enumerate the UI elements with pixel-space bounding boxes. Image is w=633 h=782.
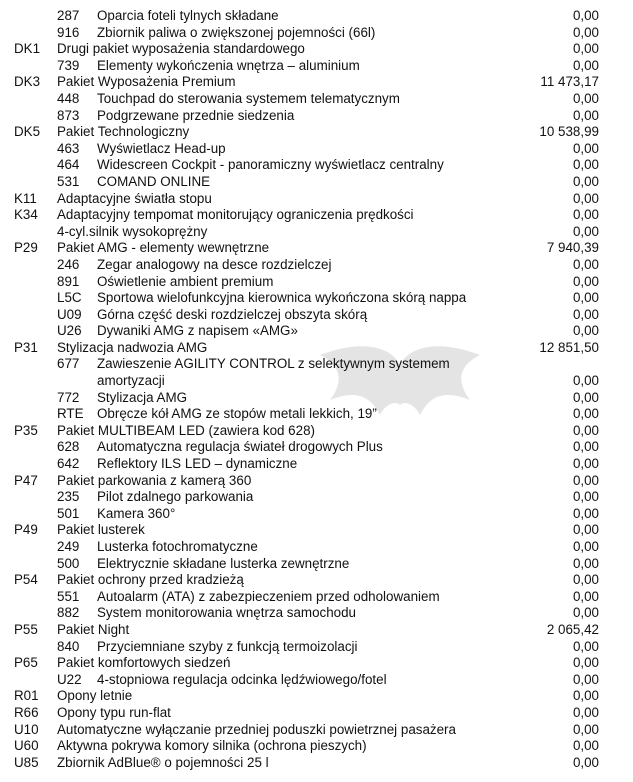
item-amount: 0,00 (572, 157, 599, 173)
list-item (0, 91, 633, 108)
list-item (0, 622, 633, 639)
item-code: 501 (57, 505, 80, 521)
item-code: 739 (57, 57, 80, 73)
item-description: Zegar analogowy na desce rozdzielczej (97, 256, 332, 272)
item-description: System monitorowania wnętrza samochodu (97, 605, 357, 621)
item-amount: 0,00 (572, 323, 599, 339)
list-item (0, 191, 633, 208)
item-code: P54 (14, 572, 38, 588)
item-description: Elektrycznie składane lusterka zewnętrzne (97, 555, 350, 571)
list-item (0, 74, 633, 91)
item-amount: 0,00 (572, 8, 599, 23)
item-amount: 0,00 (572, 256, 599, 272)
item-code: P35 (14, 422, 38, 438)
item-amount: 0,00 (572, 207, 599, 223)
item-amount: 0,00 (572, 223, 599, 239)
list-item (0, 688, 633, 705)
item-description: Automatyczna regulacja świateł drogowych Plus (97, 439, 383, 455)
item-description: Kamera 360° (97, 505, 176, 521)
item-code: 772 (57, 389, 80, 405)
list-item (0, 157, 633, 174)
item-description: Autoalarm (ATA) z zabezpieczeniem przed odholowaniem (97, 588, 440, 604)
list-item (0, 489, 633, 506)
list-item (0, 41, 633, 58)
list-item (0, 108, 633, 125)
item-description: 4-cyl.silnik wysokoprężny (57, 223, 208, 239)
item-description: Aktywna pokrywa komory silnika (ochrona pieszych) (57, 738, 367, 754)
item-amount: 0,00 (572, 738, 599, 754)
item-code: 891 (57, 273, 80, 289)
item-description: Opony letnie (57, 688, 133, 704)
item-description: Sportowa wielofunkcyjna kierownica wykończona skórą nappa (97, 290, 467, 306)
item-amount: 0,00 (572, 754, 599, 770)
list-item (0, 522, 633, 539)
item-description: Pakiet parkowania z kamerą 360 (57, 472, 252, 488)
item-code: P65 (14, 655, 38, 671)
item-description: Górna część deski rozdzielczej obszyta skórą (97, 306, 368, 322)
item-description: Stylizacja AMG (97, 389, 188, 405)
item-amount: 0,00 (572, 472, 599, 488)
item-code: P47 (14, 472, 38, 488)
item-code: U22 (57, 671, 82, 687)
list-item (0, 207, 633, 224)
item-code: 642 (57, 456, 80, 472)
item-description: Pakiet Wyposażenia Premium (57, 74, 236, 90)
item-code: P55 (14, 621, 38, 637)
item-amount: 0,00 (572, 588, 599, 604)
item-amount: 0,00 (572, 605, 599, 621)
item-code: 873 (57, 107, 80, 123)
item-amount: 10 538,99 (539, 124, 599, 140)
item-code: U26 (57, 323, 82, 339)
item-amount: 0,00 (572, 373, 599, 389)
item-description: Opony typu run-flat (57, 704, 171, 720)
list-item (0, 390, 633, 407)
item-description: Pakiet ochrony przed kradzieżą (57, 572, 244, 588)
item-amount: 0,00 (572, 671, 599, 687)
list-item (0, 556, 633, 573)
item-code: 916 (57, 24, 80, 40)
item-amount: 0,00 (572, 572, 599, 588)
item-code: 249 (57, 539, 80, 554)
item-amount: 0,00 (572, 140, 599, 156)
item-amount: 0,00 (572, 406, 599, 422)
item-code: P29 (14, 240, 38, 256)
item-amount: 0,00 (572, 290, 599, 306)
item-description: Touchpad do sterowania systemem telematycznym (97, 90, 400, 106)
item-code: DK5 (14, 124, 41, 140)
list-item (0, 539, 633, 556)
item-amount: 0,00 (572, 539, 599, 554)
item-description: Oparcia foteli tylnych składane (97, 8, 279, 23)
list-item (0, 25, 633, 42)
item-description: Dywaniki AMG z napisem «AMG» (97, 323, 298, 339)
item-amount: 7 940,39 (546, 240, 599, 256)
item-code: 463 (57, 140, 80, 156)
item-code: 235 (57, 489, 80, 505)
item-code: U09 (57, 306, 82, 322)
item-amount: 0,00 (572, 489, 599, 505)
item-code: U10 (14, 721, 39, 737)
item-description: Adaptacyjny tempomat monitorujący ograniczenia prędkości (57, 207, 414, 223)
item-description: Pakiet AMG - elementy wewnętrzne (57, 240, 270, 256)
list-item (0, 738, 633, 755)
list-item (0, 290, 633, 307)
item-amount: 0,00 (572, 655, 599, 671)
list-item (0, 340, 633, 357)
item-code: P31 (14, 339, 38, 355)
item-amount: 0,00 (572, 41, 599, 57)
item-amount: 0,00 (572, 273, 599, 289)
item-description: Zawieszenie AGILITY CONTROL z selektywnym systemem amortyzacji (97, 356, 450, 389)
item-amount: 0,00 (572, 173, 599, 189)
item-code: 840 (57, 638, 80, 654)
item-description: Automatyczne wyłączanie przedniej poduszki powietrznej pasażera (57, 721, 456, 737)
item-description: Lusterka fotochromatyczne (97, 539, 258, 554)
list-item (0, 274, 633, 291)
item-amount: 0,00 (572, 57, 599, 73)
item-code: DK1 (14, 41, 41, 57)
item-description: Stylizacja nadwozia AMG (57, 339, 208, 355)
item-code: 628 (57, 439, 80, 455)
item-code: 882 (57, 605, 80, 621)
list-item (0, 124, 633, 141)
item-code: 246 (57, 256, 80, 272)
list-item (0, 224, 633, 241)
item-amount: 0,00 (572, 107, 599, 123)
item-amount: 0,00 (572, 688, 599, 704)
list-item (0, 672, 633, 689)
item-description: Pakiet MULTIBEAM LED (zawiera kod 628) (57, 422, 315, 438)
item-code: U85 (14, 754, 39, 770)
item-description: Elementy wykończenia wnętrza – aluminium (97, 57, 360, 73)
item-amount: 0,00 (572, 721, 599, 737)
item-amount: 0,00 (572, 389, 599, 405)
item-description: Zbiornik AdBlue® o pojemności 25 l (57, 754, 269, 770)
list-item (0, 639, 633, 656)
item-code: 551 (57, 588, 80, 604)
item-description: 4-stopniowa regulacja odcinka lędźwiowego/fotel (97, 671, 387, 687)
item-amount: 0,00 (572, 439, 599, 455)
list-item (0, 8, 633, 25)
list-item (0, 307, 633, 324)
item-amount: 0,00 (572, 555, 599, 571)
item-amount: 2 065,42 (546, 621, 599, 637)
list-item (0, 356, 633, 389)
item-description: Podgrzewane przednie siedzenia (97, 107, 295, 123)
equipment-list (0, 8, 633, 771)
item-description: Pakiet komfortowych siedzeń (57, 655, 231, 671)
item-code: L5C (57, 290, 82, 306)
list-item (0, 722, 633, 739)
list-item (0, 406, 633, 423)
item-code: 500 (57, 555, 80, 571)
item-description: Obręcze kół AMG ze stopów metali lekkich, 19” (97, 406, 377, 422)
item-amount: 0,00 (572, 190, 599, 206)
item-amount: 12 851,50 (539, 339, 599, 355)
item-code: U60 (14, 738, 39, 754)
item-code: DK3 (14, 74, 41, 90)
item-amount: 0,00 (572, 24, 599, 40)
item-description: Zbiornik paliwa o zwiększonej pojemności (66l) (97, 24, 376, 40)
list-item (0, 589, 633, 606)
item-code: K34 (14, 207, 38, 223)
item-code: K11 (14, 190, 37, 206)
list-item (0, 58, 633, 75)
list-item (0, 439, 633, 456)
list-item (0, 456, 633, 473)
item-code: 448 (57, 90, 80, 106)
item-description: Pakiet Technologiczny (57, 124, 190, 140)
item-description: Adaptacyjne światła stopu (57, 190, 212, 206)
item-amount: 0,00 (572, 704, 599, 720)
list-item (0, 506, 633, 523)
list-item (0, 705, 633, 722)
list-item (0, 257, 633, 274)
item-amount: 0,00 (572, 522, 599, 538)
item-code: 677 (57, 356, 80, 372)
item-amount: 0,00 (572, 90, 599, 106)
list-item (0, 423, 633, 440)
item-amount: 11 473,17 (540, 74, 599, 90)
item-description: Reflektory ILS LED – dynamiczne (97, 456, 298, 472)
item-code: 287 (57, 8, 80, 23)
item-code: R01 (14, 688, 39, 704)
item-description: Pakiet lusterek (57, 522, 145, 538)
item-description: Wyświetlacz Head-up (97, 140, 226, 156)
list-item (0, 141, 633, 158)
item-amount: 0,00 (572, 456, 599, 472)
list-item (0, 240, 633, 257)
list-item (0, 323, 633, 340)
item-code: 531 (57, 173, 80, 189)
item-code: 464 (57, 157, 80, 173)
list-item (0, 605, 633, 622)
item-description: Pilot zdalnego parkowania (97, 489, 254, 505)
item-description: Pakiet Night (57, 621, 130, 637)
item-code: P49 (14, 522, 38, 538)
item-description: Przyciemniane szyby z funkcją termoizolacji (97, 638, 358, 654)
item-amount: 0,00 (572, 638, 599, 654)
item-amount: 0,00 (572, 306, 599, 322)
item-description: COMAND ONLINE (97, 173, 211, 189)
item-amount: 0,00 (572, 422, 599, 438)
item-description: Drugi pakiet wyposażenia standardowego (57, 41, 305, 57)
item-code: RTE (57, 406, 84, 422)
item-code: R66 (14, 704, 39, 720)
list-item (0, 655, 633, 672)
list-item (0, 473, 633, 490)
item-description: Oświetlenie ambient premium (97, 273, 274, 289)
list-item (0, 572, 633, 589)
list-item (0, 174, 633, 191)
item-amount: 0,00 (572, 505, 599, 521)
list-item (0, 755, 633, 772)
item-description: Widescreen Cockpit - panoramiczny wyświetlacz centralny (97, 157, 444, 173)
